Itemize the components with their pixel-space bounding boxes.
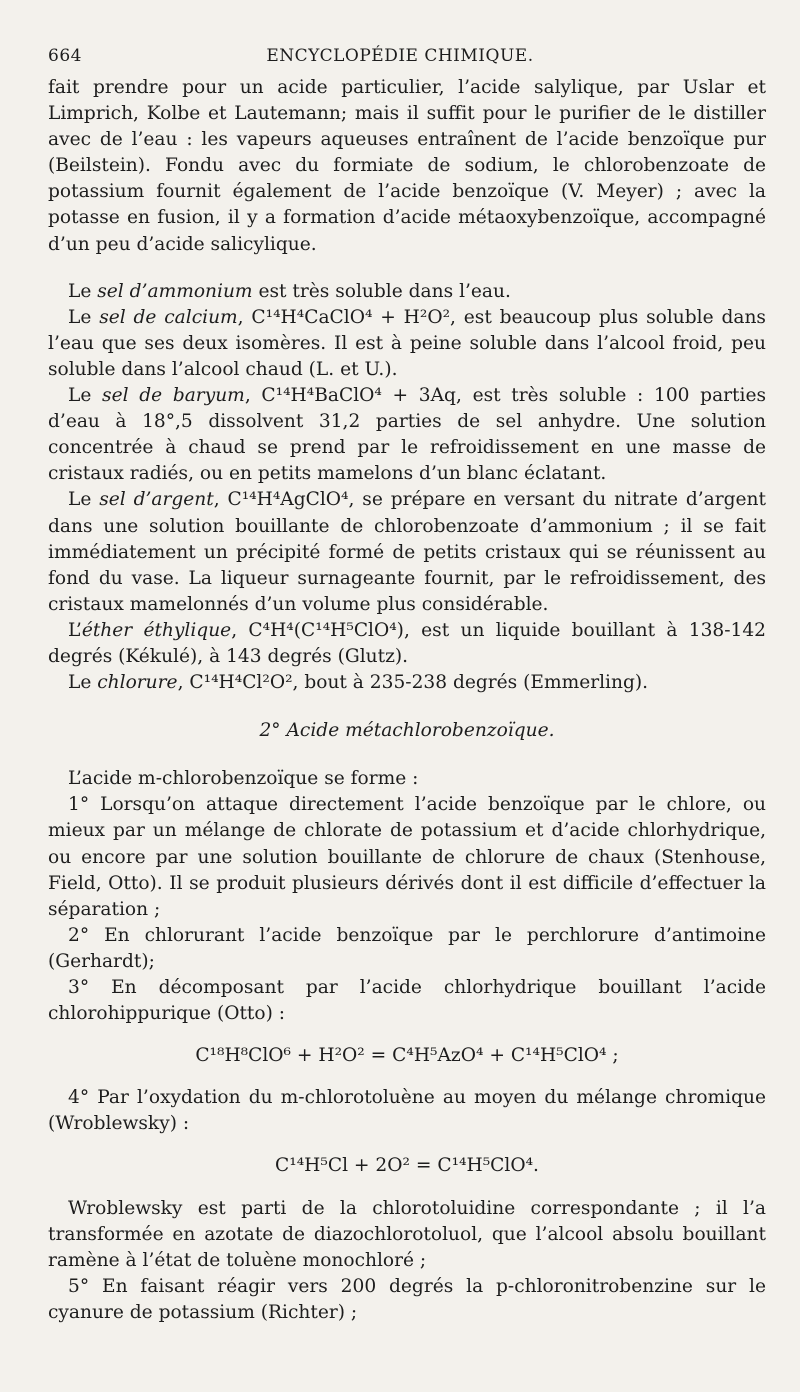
list-item-4: 4° Par l’oxydation du m-chlorotoluène au moyen du mélange chromique (Wroblewsky) : [48,1087,766,1135]
list-item-3: 3° En décomposant par l’acide chlorhydrique bouillant l’acide chlorohippurique (Otto) : [48,977,766,1025]
calcium-text: , est beaucoup plus soluble dans l’eau que ses deux isomères. Il est à peine soluble dans l’alcool froid, peu soluble dans l’alcool chaud (L. et U.). [48,306,766,380]
equation-1: C¹⁸H⁸ClO⁶ + H²O² = C⁴H⁵AzO⁴ + C¹⁴H⁵ClO⁴ ; [195,1045,619,1067]
ammonium-text: est très soluble dans l’eau. [258,280,511,302]
paragraph-calcium: Le sel de calcium, C¹⁴H⁴CaClO⁴ + H²O², est beaucoup plus soluble dans l’eau que ses deux isomères. Il est à peine soluble dans l’alcool froid, peu soluble dans l’alcool chaud (L. et U.). [48,306,766,380]
term-ammonium: sel d’ammonium [97,280,253,302]
term-chlorure: chlorure [97,672,178,694]
term-calcium: sel de calcium [99,306,238,328]
paragraph-wroblewsky: Wroblewsky est parti de la chlorotoluidine correspondante ; il l’a transformée en azotate de diazochlorotoluol, que l’alcool absolu bouillant ramène à l’état de toluène monochloré ; [48,1197,766,1271]
chlorure-text: , bout à 235-238 degrés (Emmerling). [292,672,649,694]
term-baryum: sel de baryum [102,385,245,407]
baryum-text: , est très soluble : 100 parties d’eau à 18°,5 dissolvent 31,2 parties de sel anhydre. Une solution concentrée à chaud se prend par le refroidissement en une masse de cristaux radiés, ou en petits mamelons d’un blanc éclatant. [48,385,767,485]
paragraph-formation: L’acide m-chlorobenzoïque se forme : [68,768,419,790]
body-text [48,75,766,1326]
ether-text: , est un liquide bouillant à 138-142 degrés (Kékulé), à 143 degrés (Glutz). [48,619,767,667]
paragraph-ether: L’éther éthylique, C⁴H⁴(C¹⁴H⁵ClO⁴), est un liquide bouillant à 138-142 degrés (Kékulé), à 143 degrés (Glutz). [48,619,767,667]
paragraph-intro: fait prendre pour un acide particulier, l’acide salylique, par Uslar et Limprich, Kolbe et Lautemann; mais il suffit pour le purifier de le distiller avec de l’eau : les vapeurs aqueuses entraînent de l’acide benzoïque pur (Beilstein). Fondu avec du formiate de sodium, le chlorobenzoate de potassium fournit également de l’acide benzoïque (V. Meyer) ; avec la potasse en fusion, il y a formation d’acide métaoxybenzoïque, accompagné d’un peu d’acide salicylique. [48,77,766,255]
paragraph-baryum: Le sel de baryum, C¹⁴H⁴BaClO⁴ + 3Aq, est très soluble : 100 parties d’eau à 18°,5 dissolvent 31,2 parties de sel anhydre. Une solution concentrée à chaud se prend par le refroidissement en une masse de cristaux radiés, ou en petits mamelons d’un blanc éclatant. [48,385,767,485]
paragraph-ammonium: Le sel d’ammonium est très soluble dans l’eau. [68,280,511,302]
formula-ether: C⁴H⁴(C¹⁴H⁵ClO⁴) [248,619,404,641]
term-ether: éther éthylique [81,619,232,641]
formula-argent: C¹⁴H⁴AgClO⁴ [227,489,349,511]
argent-text: , se prépare en versant du nitrate d’argent dans une solution bouillante de chlorobenzoate d’ammonium ; il se fait immédiatement un précipité formé de petits cristaux qui se réunissent au fond du vase. La liqueur surnageante fournit, par le refroidissement, des cristaux mamelonnés d’un volume plus considérable. [48,489,766,615]
list-item-5: 5° En faisant réagir vers 200 degrés la p-chloronitrobenzine sur le cyanure de potassium (Richter) ; [48,1275,766,1323]
section-heading: 2° Acide métachlorobenzoïque. [259,720,555,742]
running-title: ENCYCLOPÉDIE CHIMIQUE. [266,46,534,66]
paragraph-argent: Le sel d’argent, C¹⁴H⁴AgClO⁴, se prépare en versant du nitrate d’argent dans une solution bouillante de chlorobenzoate d’ammonium ; il se fait immédiatement un précipité formé de petits cristaux qui se réunissent au fond du vase. La liqueur surnageante fournit, par le refroidissement, des cristaux mamelonnés d’un volume plus considérable. [48,489,766,615]
term-argent: sel d’argent [99,489,214,511]
list-item-2: 2° En chlorurant l’acide benzoïque par le perchlorure d’antimoine (Gerhardt); [48,924,766,972]
page-header [48,40,752,68]
equation-2: C¹⁴H⁵Cl + 2O² = C¹⁴H⁵ClO⁴. [275,1155,539,1177]
page-number: 664 [48,46,82,66]
paragraph-chlorure: Le chlorure, C¹⁴H⁴Cl²O², bout à 235-238 degrés (Emmerling). [68,672,649,694]
formula-baryum: C¹⁴H⁴BaClO⁴ + 3Aq [261,385,456,407]
formula-calcium: C¹⁴H⁴CaClO⁴ + H²O² [251,306,451,328]
list-item-1: 1° Lorsqu’on attaque directement l’acide benzoïque par le chlore, ou mieux par un mélange de chlorate de potassium et d’acide chlorhydrique, ou encore par une solution bouillante de chlorure de chaux (Stenhouse, Field, Otto). Il se produit plusieurs dérivés dont il est difficile d’effectuer la séparation ; [48,794,766,920]
formula-chlorure: C¹⁴H⁴Cl²O² [189,672,293,694]
